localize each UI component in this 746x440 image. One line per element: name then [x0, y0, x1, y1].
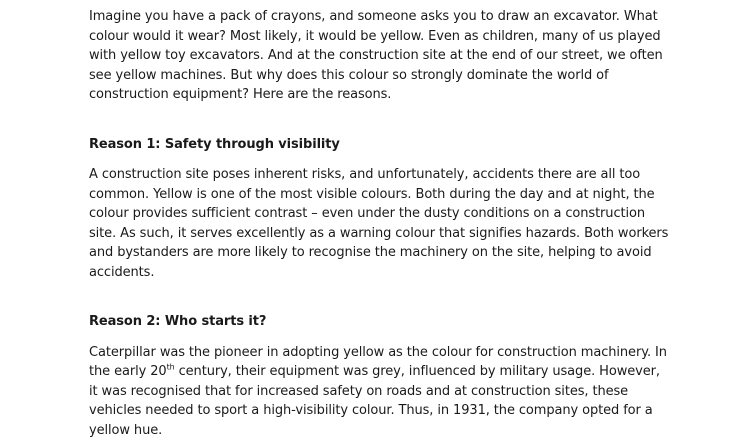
ordinal-superscript: th: [167, 363, 175, 372]
spacer: [89, 105, 669, 135]
spacer: [89, 332, 669, 343]
section-heading-reason-2: Reason 2: Who starts it?: [89, 312, 669, 332]
spacer: [89, 282, 669, 312]
section-heading-reason-1: Reason 1: Safety through visibility: [89, 135, 669, 155]
body-text-part-1: Caterpillar was the pioneer in adopting yellow as the colour for construction machinery. In the early 20: [89, 345, 667, 380]
intro-paragraph: Imagine you have a pack of crayons, and someone asks you to draw an excavator. What colour would it wear? Most likely, it would be yellow. Even as children, many of us played with yellow toy excavators. And at the construction site at the end of our street, we often see yellow machines. But why does this colour so strongly dominate the world of construction equipment? Here are the reasons.: [89, 7, 669, 105]
body-text-part-2: century, their equipment was grey, influenced by military usage. However, it was recognised that for increased safety on roads and at construction sites, these vehicles needed to sport a high-visibility colour. Thus, in 1931, the company opted for a yellow hue.: [89, 364, 660, 438]
section-body-reason-1: A construction site poses inherent risks, and unfortunately, accidents there are all too common. Yellow is one of the most visible colours. Both during the day and at night, the colour provides sufficient contrast – even under the dusty conditions on a construction site. As such, it serves excellently as a warning colour that signifies hazards. Both workers and bystanders are more likely to recognise the machinery on the site, helping to avoid accidents.: [89, 165, 669, 282]
document-page: [89, 7, 669, 440]
spacer: [89, 154, 669, 165]
section-body-reason-2: [89, 343, 669, 440]
